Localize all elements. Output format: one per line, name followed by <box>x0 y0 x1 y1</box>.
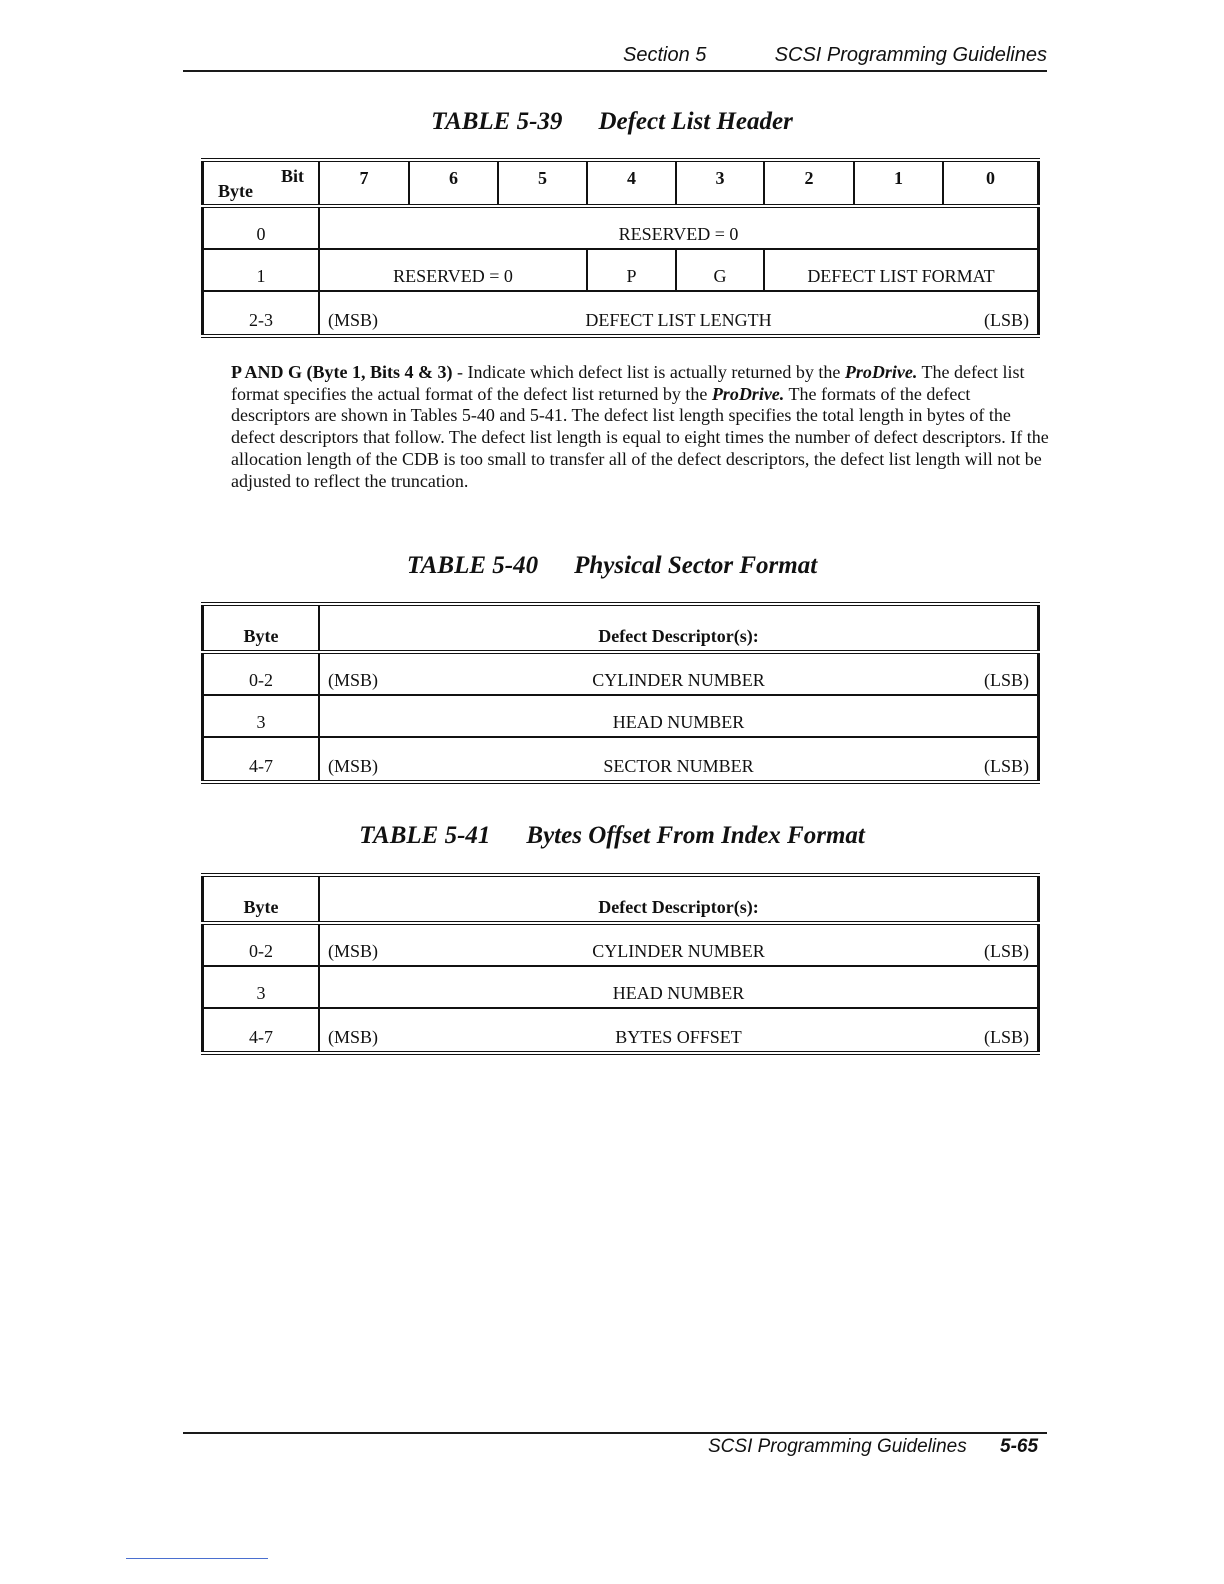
p-bit-cell: P <box>588 250 677 290</box>
byte-header: Byte <box>201 606 320 650</box>
footer-guide-title: SCSI Programming Guidelines <box>708 1436 967 1457</box>
defect-list-format-cell: DEFECT LIST FORMAT <box>765 250 1040 290</box>
paragraph-lead: P AND G (Byte 1, Bits 4 & 3) <box>231 362 453 382</box>
bit-1: 1 <box>855 162 944 204</box>
table-39-row-0 <box>201 208 1040 250</box>
defect-descriptor-header: Defect Descriptor(s): <box>320 877 1040 921</box>
header-guide-title: SCSI Programming Guidelines <box>774 44 1047 66</box>
g-bit-cell: G <box>677 250 765 290</box>
bytes-offset-cell <box>320 1009 1040 1051</box>
table-39 <box>201 158 1040 338</box>
paragraph-text-1: - Indicate which defect list is actually returned by the <box>452 362 845 382</box>
table-41-row-0 <box>201 925 1040 967</box>
prodrive-term: ProDrive. <box>711 383 785 404</box>
lsb-label: (LSB) <box>984 1027 1029 1047</box>
byte-cell: 2-3 <box>201 292 320 334</box>
byte-cell: 1 <box>201 250 320 290</box>
byte-header: Byte <box>201 877 320 921</box>
lsb-label: (LSB) <box>984 670 1029 690</box>
byte-cell: 3 <box>201 696 320 736</box>
table-40-title <box>0 552 1224 580</box>
table-40-number: TABLE 5-40 <box>406 552 539 579</box>
table-41-row-2 <box>201 1009 1040 1051</box>
body-paragraph <box>231 362 1049 492</box>
table-40-header-row <box>201 606 1040 654</box>
page-number: 5-65 <box>1000 1436 1039 1457</box>
table-39-row-1 <box>201 250 1040 292</box>
msb-label: (MSB) <box>328 756 379 776</box>
byte-cell: 4-7 <box>201 738 320 780</box>
prodrive-term: ProDrive. <box>844 362 918 382</box>
lsb-label: (LSB) <box>984 756 1029 776</box>
cylinder-number-cell <box>320 925 1040 965</box>
table-39-header-row <box>201 162 1040 208</box>
byte-cell: 0-2 <box>201 654 320 694</box>
table-41-name: Bytes Offset From Index Format <box>526 822 865 849</box>
table-40 <box>201 602 1040 784</box>
head-number-cell: HEAD NUMBER <box>320 696 1040 736</box>
paragraph-text-2: The defect list format specifies the actual format of the defect list returned by the <box>231 362 1025 404</box>
header-section: Section 5 <box>623 44 707 66</box>
byte-cell: 3 <box>201 967 320 1007</box>
bit-2: 2 <box>765 162 855 204</box>
table-41-header-row <box>201 877 1040 925</box>
field-label: BYTES OFFSET <box>615 1027 742 1047</box>
table-40-row-2 <box>201 738 1040 780</box>
sector-number-cell <box>320 738 1040 780</box>
byte-cell: 0-2 <box>201 925 320 965</box>
msb-label: (MSB) <box>328 941 379 961</box>
bit-3: 3 <box>677 162 765 204</box>
field-label: SECTOR NUMBER <box>603 756 754 776</box>
defect-list-length-cell <box>320 292 1040 334</box>
table-41-number: TABLE 5-41 <box>359 822 491 849</box>
field-label: DEFECT LIST LENGTH <box>585 310 772 330</box>
reserved-cell: RESERVED = 0 <box>320 250 588 290</box>
page-header <box>183 40 1047 72</box>
msb-label: (MSB) <box>328 310 379 330</box>
table-39-name: Defect List Header <box>598 108 793 135</box>
table-39-title <box>0 108 1224 136</box>
bit-5: 5 <box>499 162 588 204</box>
footer-rule <box>183 1432 1047 1434</box>
bit-6: 6 <box>410 162 499 204</box>
bit-byte-corner <box>201 162 320 204</box>
table-40-row-0 <box>201 654 1040 696</box>
lsb-label: (LSB) <box>984 941 1029 961</box>
table-40-row-1 <box>201 696 1040 738</box>
bit-7: 7 <box>320 162 410 204</box>
bit-0: 0 <box>944 162 1040 204</box>
table-41-row-1 <box>201 967 1040 1009</box>
lsb-label: (LSB) <box>984 310 1029 330</box>
byte-cell: 4-7 <box>201 1009 320 1051</box>
bit-label: Bit <box>280 166 304 186</box>
paragraph-text-3: The formats of the defect descriptors are shown in Tables 5-40 and 5-41. The defect list length specifies the total length in bytes of the defect descriptors that follow. The defect list length is equal to eight times the number of defect descriptors. If the allocation length of the CDB is too small to transfer all of the defect descriptors, the defect list length will not be adjusted to reflect the truncation. <box>231 383 1049 491</box>
field-label: CYLINDER NUMBER <box>592 941 765 961</box>
table-39-row-2 <box>201 292 1040 334</box>
defect-descriptor-header: Defect Descriptor(s): <box>320 606 1040 650</box>
msb-label: (MSB) <box>328 670 379 690</box>
bit-4: 4 <box>588 162 677 204</box>
table-41-title <box>0 822 1224 850</box>
byte-label: Byte <box>218 181 253 201</box>
reserved-cell: RESERVED = 0 <box>320 208 1040 248</box>
table-39-number: TABLE 5-39 <box>431 108 563 135</box>
table-40-name: Physical Sector Format <box>574 552 818 579</box>
cylinder-number-cell <box>320 654 1040 694</box>
head-number-cell: HEAD NUMBER <box>320 967 1040 1007</box>
field-label: CYLINDER NUMBER <box>592 670 765 690</box>
scan-artifact-line <box>126 1558 268 1559</box>
byte-cell: 0 <box>201 208 320 248</box>
table-41 <box>201 873 1040 1055</box>
msb-label: (MSB) <box>328 1027 379 1047</box>
